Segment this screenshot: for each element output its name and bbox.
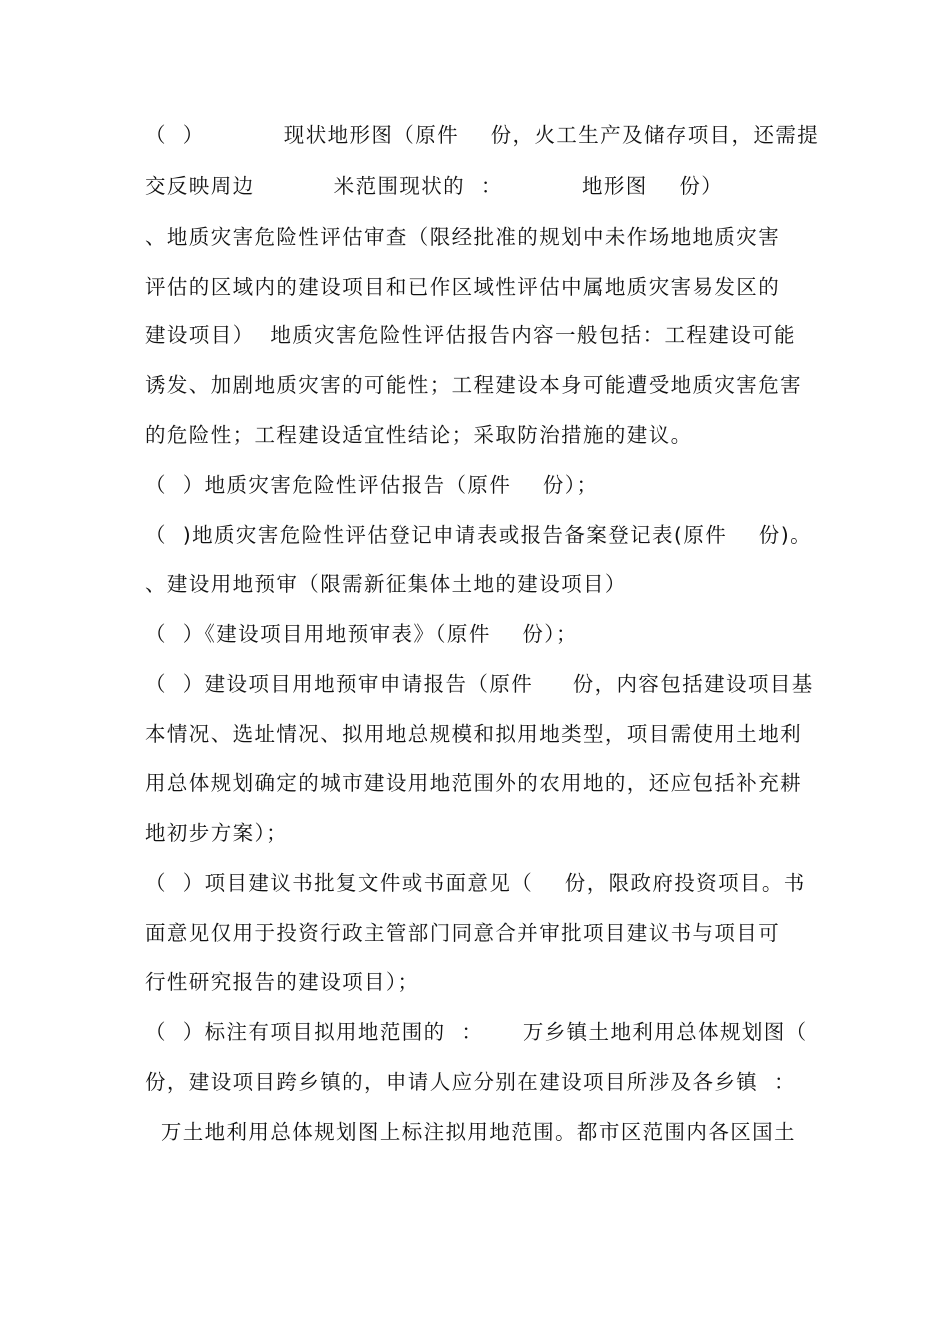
text-line: 、地质灾害危险性评估审查（限经批准的规划中未作场地地质灾害 <box>145 225 781 249</box>
text-line: 的危险性；工程建设适宜性结论；采取防治措施的建议。 <box>145 423 693 447</box>
text-line: 本情况、选址情况、拟用地总规模和拟用地类型，项目需使用土地利 <box>145 722 802 746</box>
text-line: （ )地质灾害危险性评估登记申请表或报告备案登记表(原件 份)。 <box>145 523 812 547</box>
text-line: 评估的区域内的建设项目和已作区域性评估中属地质灾害易发区的 <box>145 275 781 299</box>
text-line: 诱发、加剧地质灾害的可能性；工程建设本身可能遭受地质灾害危害 <box>145 373 802 397</box>
text-line: （ ）《建设项目用地预审表》（原件 份）； <box>145 622 578 646</box>
text-line: 面意见仅用于投资行政主管部门同意合并审批项目建议书与项目可 <box>145 921 781 945</box>
text-line: 行性研究报告的建设项目）； <box>145 970 420 994</box>
text-line: 交反映周边 米范围现状的 ： 地形图 份） <box>145 174 724 198</box>
text-line: 份，建设项目跨乡镇的，申请人应分别在建设项目所涉及各乡镇 ： <box>145 1070 796 1094</box>
text-line: （ ）标注有项目拟用地范围的 ： 万乡镇土地利用总体规划图（ <box>145 1020 808 1044</box>
text-line: （ ）建设项目用地预审申请报告（原件 份，内容包括建设项目基 <box>145 672 814 696</box>
text-line: 建设项目） 地质灾害危险性评估报告内容一般包括：工程建设可能 <box>145 323 796 347</box>
text-line: （ ）项目建议书批复文件或书面意见（ 份，限政府投资项目。书 <box>145 871 806 895</box>
section-heading: 、建设用地预审（限需新征集体土地的建设项目） <box>145 572 627 596</box>
text-line: 地初步方案）； <box>145 821 289 845</box>
text-line: （ ） 现状地形图（原件 份，火工生产及储存项目，还需提 <box>145 123 820 147</box>
text-line: （ ）地质灾害危险性评估报告（原件 份）； <box>145 473 599 497</box>
text-line: 万土地利用总体规划图上标注拟用地范围。都市区范围内各区国土 <box>145 1120 796 1144</box>
text-line: 用总体规划确定的城市建设用地范围外的农用地的，还应包括补充耕 <box>145 771 802 795</box>
